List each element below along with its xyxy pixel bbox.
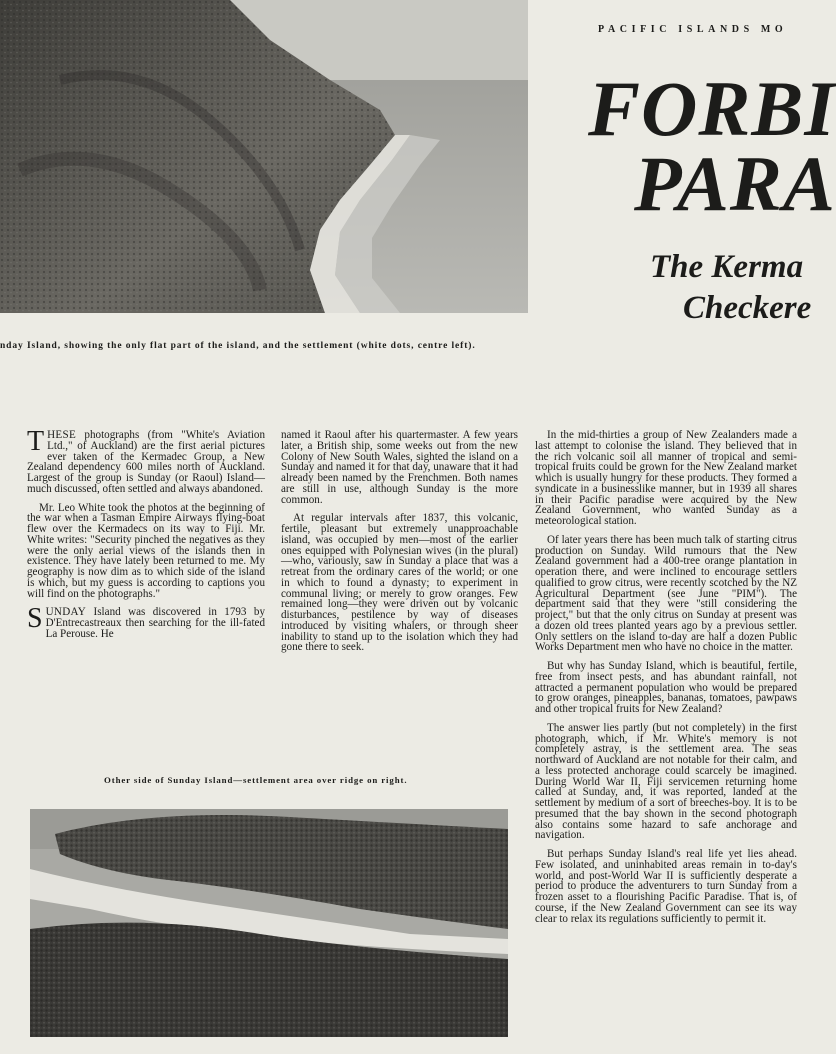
- article-column-3: [535, 430, 797, 932]
- paragraph-white: Mr. Leo White took the photos at the beginning of the war when a Tasman Empire Airways flying-boat flew over the Kermadecs on its way to Fiji. Mr. White writes: "Security pinched the negatives as they were the only aerial views of the islands then in existence. They have lately been returned to me. My geography is now dim as to which side of the island is which, but my guess is according to captions you will find on the photographs.": [27, 501, 265, 600]
- article-column-2: [281, 430, 518, 661]
- drop-cap-t: T: [27, 426, 45, 457]
- paragraph-future: But perhaps Sunday Island's real life yet lies ahead. Few isolated, and uninhabited areas remain in to-day's world, and post-World War II is sufficiently desperate a period to produce the adventurers to turn Sunday from a frozen asset to a flourishing Pacific Paradise. That is, of course, if the New Zealand Government can see its way clear to relax its regulations sufficiently to permit it.: [535, 848, 797, 925]
- paragraph-citrus: Of later years there has been much talk of starting citrus production on Sunday. Wild rumours that the New Zealand government had a 400-tree orange plantation in operation there, and were inclined to encourage settlers qualified to grow citrus, were recently scotched by the NZ Agricultural Department (see June "PIM"). The department said that they were "still considering the project," but that the only citrus on Sunday at present was a dozen old trees planted years ago by a previous settler. Only settlers on the island to-day are half a dozen Public Works Department men who have no choice in the matter.: [535, 533, 797, 654]
- paragraph-question: But why has Sunday Island, which is beautiful, fertile, free from insect pests, and has abundant rainfall, not attracted a permanent population who would be prepared to grow oranges, pineapples, bananas, tomatoes, pawpaws and other tropical fruits for New Zealand?: [535, 660, 797, 715]
- caption-top-photo: nday Island, showing the only flat part of the island, and the settlement (white dots, centre left).: [0, 341, 476, 351]
- aerial-photo-coastline: [0, 0, 528, 313]
- aerial-photo-other-side: [30, 809, 508, 1037]
- drop-cap-s: S: [27, 603, 43, 635]
- subheadline-line-2: Checkere: [683, 290, 812, 326]
- paragraph-answer: The answer lies partly (but not completely) in the first photograph, which, if Mr. White's memory is not completely astray, is the settlement area. The seas northward of Auckland are not notable for their calm, and a less protected anchorage could scarcely be imagined. During World War II, Fiji servicemen returning home called at Sunday, and, it was reported, landed at the settlement by medium of a sort of breeches-boy. It is to be presumed that the bay shown in the second photograph also contains some hazard to safe anchorage and navigation.: [535, 721, 797, 842]
- running-head: PACIFIC ISLANDS MO: [598, 24, 788, 35]
- paragraph-settlers: At regular intervals after 1837, this volcanic, fertile, pleasant but extremely unapproachable island, was occupied by men—most of the earlier ones equipped with Polynesian wives (in the plural)—who, variously, saw in Sunday a place that was a retreat from the ordinary cares of the world; or one in which to found a dynasty; to experiment in communal living; or merely to grow oranges. Few remained long—they were driven out by volcanic disturbances, pestilence by way of diseases introduced by visiting whalers, or through sheer inability to stand up to the isolation which they had gone there to seek.: [281, 512, 518, 654]
- paragraph-thirties: In the mid-thirties a group of New Zealanders made a last attempt to colonise the island. They believed that in the rich volcanic soil all manner of tropical and semi-tropical fruits could be grown for the New Zealand market which is usually hungry for these products. They formed a syndicate in a businesslike manner, but in 1939 all shares in their Pacific paradise were acquired by the New Zealand Government, who wanted Sunday as a meteorological station.: [535, 429, 797, 527]
- headline-line-2: PARA: [634, 140, 836, 227]
- headline-line-1: FORBI: [588, 65, 836, 152]
- caption-bottom-photo: Other side of Sunday Island—settlement area over ridge on right.: [104, 775, 408, 785]
- subheadline-line-1: The Kerma: [650, 249, 804, 285]
- paragraph-discovery: SUNDAY Island was discovered in 1793 by D'Entrecastreaux then searching for the ill-fated La Perouse. He: [27, 603, 265, 640]
- paragraph-names: named it Raoul after his quartermaster. A few years later, a British ship, some weeks out from the new Colony of New South Wales, sighted the island on a Sunday and named it for that day, unaware that it had already been named by the Frenchmen. Both names are still in use, although Sunday is the more common.: [281, 429, 518, 506]
- paragraph-intro: THESE photographs (from "White's Aviation Ltd.," of Auckland) are the first aerial pictures ever taken of the Kermadec Group, a New Zealand dependency 600 miles north of Auckland. Largest of the group is Sunday (or Raoul) Island—much discussed, often settled and always abandoned.: [27, 426, 265, 495]
- article-column-1: [27, 426, 265, 648]
